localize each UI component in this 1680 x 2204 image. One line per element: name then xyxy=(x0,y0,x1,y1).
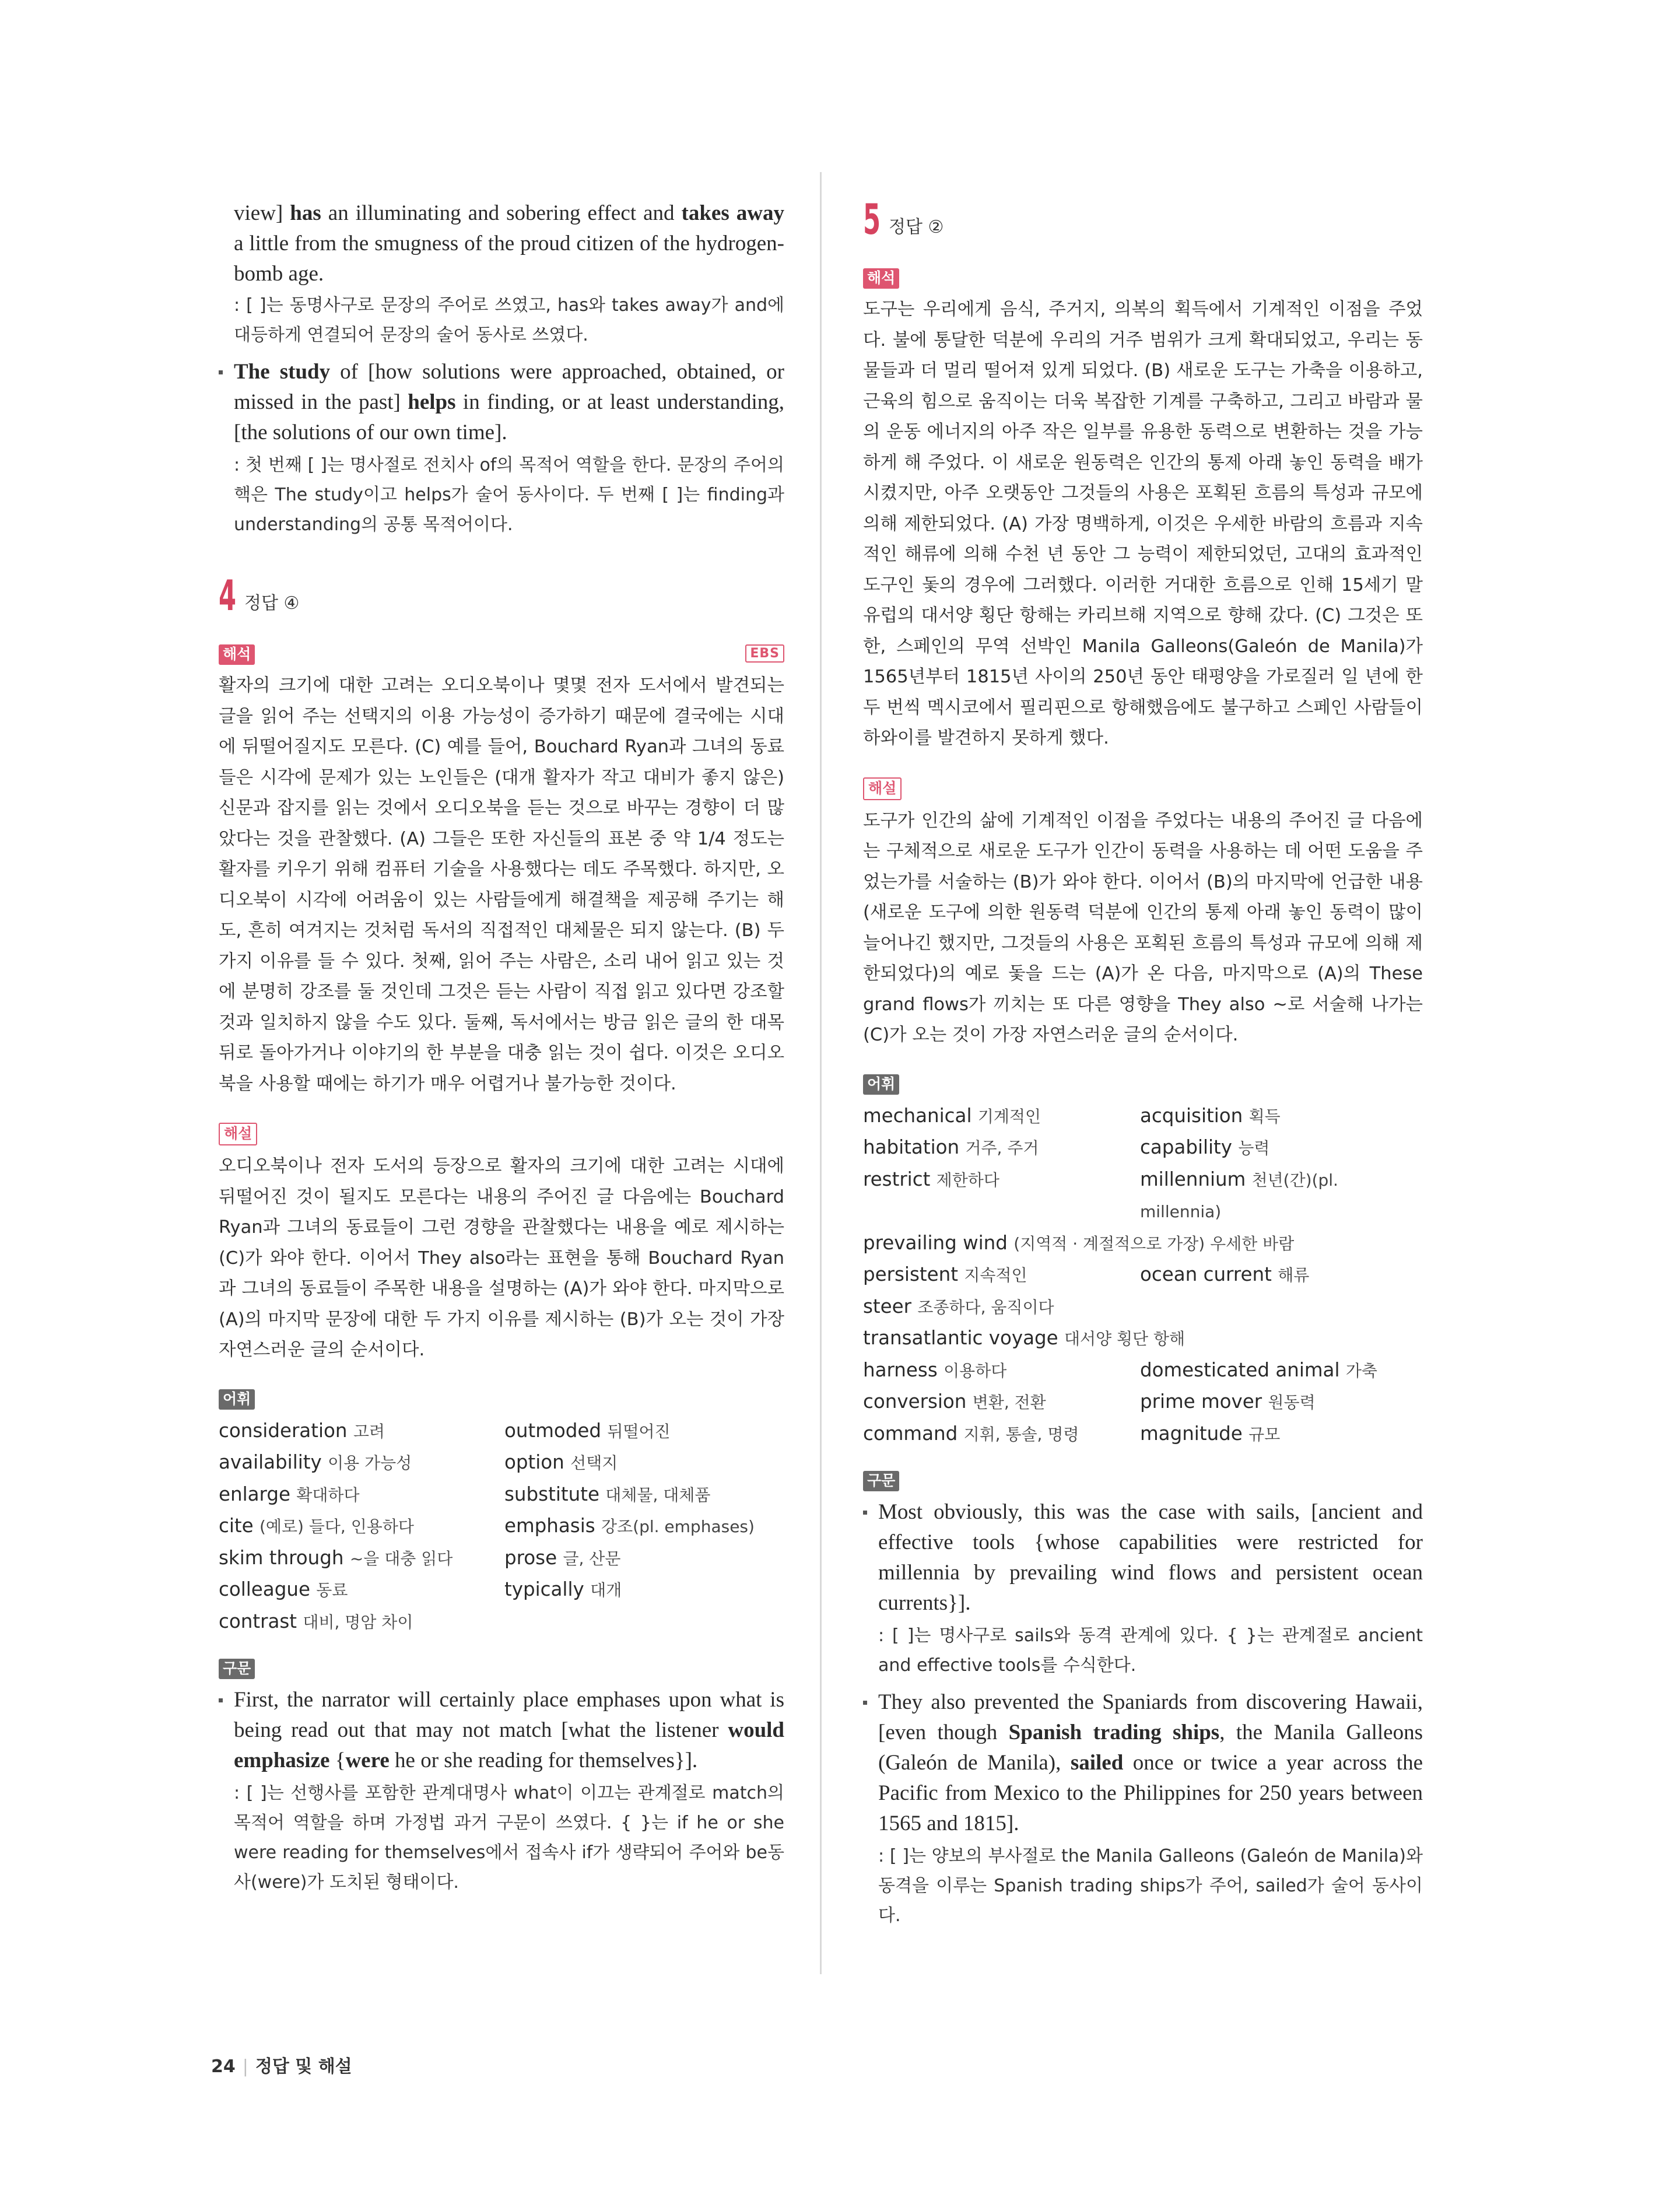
syntax-sentence: They also prevented the Spaniards from discovering Hawaii, [even though Spanish trading ships, the Manila Galleons (Galeón de Manila), sailed once or twice a year across the Pacific from Mexico to the Philippines for 250 years between 1565 and 1815]. xyxy=(863,1687,1423,1839)
syntax-section xyxy=(863,1471,1423,1930)
vocab-item: capability 능력 xyxy=(1140,1136,1270,1158)
question-number: 4 xyxy=(219,571,237,620)
explanation-text: 오디오북이나 전자 도서의 등장으로 활자의 크기에 대한 고려는 시대에 뒤떨어진 것이 될지도 모른다는 내용의 주어진 글 다음에는 Bouchard Ryan과 그녀의 동료들이 그런 경향을 관찰했다는 내용을 예로 제시하는 (C)가 와야 한다. 이어서 They also라는 표현을 통해 Bouchard Ryan과 그녀의 동료들이 주목한 내용을 설명하는 (A)가 와야 한다. 마지막으로 (A)의 마지막 문장에 대한 두 가지 이유를 제시하는 (B)가 오는 것이 가장 자연스러운 글의 순서이다. xyxy=(219,1156,784,1360)
translation-section xyxy=(219,644,784,1099)
syntax-note: : 첫 번째 [ ]는 명사절로 전치사 of의 목적어 역할을 한다. 문장의 주어의 핵은 The study이고 helps가 술어 동사이다. 두 번째 [ ]는 finding과 understanding의 공통 목적어이다. xyxy=(234,455,784,535)
footer-label: 정답 및 해설 xyxy=(255,2056,352,2077)
vocab-item: availability 이용 가능성 xyxy=(219,1451,412,1473)
vocab-item: persistent 지속적인 xyxy=(863,1263,1027,1285)
vocab-item: cite (예로) 들다, 인용하다 xyxy=(219,1515,414,1537)
footer-separator: | xyxy=(242,2056,248,2077)
vocab-item: skim through ~을 대충 읽다 xyxy=(219,1546,453,1569)
explanation-tag: 해설 xyxy=(863,777,902,800)
vocab-item: prose 글, 산문 xyxy=(504,1546,621,1569)
syntax-sentence: First, the narrator will certainly place emphases upon what is being read out that may not match [what the listener would emphasize {were he or she reading for themselves}]. xyxy=(219,1685,784,1776)
question-number: 5 xyxy=(863,195,881,244)
syntax-sentence: Most obviously, this was the case with sails, [ancient and effective tools {whose capabilities were restricted for millennia by prevailing wind flows and persistent ocean currents}]. xyxy=(863,1497,1423,1618)
translation-text: 활자의 크기에 대한 고려는 오디오북이나 몇몇 전자 도서에서 발견되는 글을 읽어 주는 선택지의 이용 가능성이 증가하기 때문에 결국에는 시대에 뒤떨어질지도 모른다. (C) 예를 들어, Bouchard Ryan과 그녀의 동료들은 시각에 문제가 있는 노인들은 (대개 활자가 작고 대비가 좋지 않은) 신문과 잡지를 읽는 것에서 오디오북을 듣는 것으로 바꾸는 경향이 더 많았다는 것을 관찰했다. (A) 그들은 또한 자신들의 표본 중 약 1/4 정도는 활자를 키우기 위해 컴퓨터 기술을 사용했다는 데도 주목했다. 하지만, 오디오북이 시각에 어려움이 있는 사람들에게 해결책을 제공해 주기는 해도, 흔히 여겨지는 것처럼 독서의 직접적인 대체물은 되지 않는다. (B) 두 가지 이유를 들 수 있다. 첫째, 읽어 주는 사람은, 소리 내어 읽고 있는 것에 분명히 강조를 둘 것인데 그것은 듣는 사람이 직접 읽고 있다면 강조할 것과 일치하지 않을 수도 있다. 둘째, 독서에서는 방금 읽은 글의 한 대목 뒤로 돌아가거나 이야기의 한 부분을 대충 읽는 것이 쉽다. 이것은 오디오북을 사용할 때에는 하기가 매우 어렵거나 불가능한 것이다. xyxy=(219,675,784,1094)
column-divider xyxy=(820,172,822,1974)
vocab-tag: 어휘 xyxy=(863,1074,899,1095)
vocab-tag: 어휘 xyxy=(219,1389,255,1410)
vocab-item: enlarge 확대하다 xyxy=(219,1483,360,1505)
translation-tag: 해석 xyxy=(219,644,255,665)
vocab-item: substitute 대체물, 대체품 xyxy=(504,1483,711,1505)
syntax-tag: 구문 xyxy=(863,1471,899,1491)
syntax-section xyxy=(219,1659,784,1897)
translation-tag: 해석 xyxy=(863,268,899,289)
vocab-section xyxy=(219,1389,784,1638)
vocab-item: ocean current 해류 xyxy=(1140,1263,1310,1285)
left-column xyxy=(219,198,784,1904)
vocab-item: conversion 변환, 전환 xyxy=(863,1390,1046,1413)
vocab-item: steer 조종하다, 움직이다 xyxy=(863,1295,1054,1318)
vocab-item: magnitude 규모 xyxy=(1140,1422,1281,1445)
syntax-note: : [ ]는 명사구로 sails와 동격 관계에 있다. { }는 관계절로 ancient and effective tools를 수식한다. xyxy=(878,1625,1423,1676)
syntax-note: : [ ]는 동명사구로 문장의 주어로 쓰였고, has와 takes away가 and에 대등하게 연결되어 문장의 술어 동사로 쓰였다. xyxy=(234,295,784,345)
syntax-note: : [ ]는 양보의 부사절로 the Manila Galleons (Galeón de Manila)와 동격을 이루는 Spanish trading ships가 주어, sailed가 술어 동사이다. xyxy=(878,1846,1423,1926)
vocab-item: emphasis 강조(pl. emphases) xyxy=(504,1515,755,1537)
vocab-item: habitation 거주, 주거 xyxy=(863,1136,1039,1158)
page-number: 24 xyxy=(211,2056,236,2077)
explanation-section xyxy=(863,777,1423,1051)
vocab-item: mechanical 기계적인 xyxy=(863,1104,1041,1127)
answer-label: 정답 ② xyxy=(889,217,944,237)
translation-text: 도구는 우리에게 음식, 주거지, 의복의 획득에서 기계적인 이점을 주었다. 불에 통달한 덕분에 우리의 거주 범위가 크게 확대되었고, 우리는 동물들과 더 멀리 떨어져 있게 되었다. (B) 새로운 도구는 가축을 이용하고, 근육의 힘으로 움직이는 더욱 복잡한 기계를 구축하고, 그리고 바람과 물의 운동 에너지의 아주 작은 일부를 유용한 동력으로 변환하는 것을 가능하게 해 주었다. 이 새로운 원동력은 인간의 통제 아래 놓인 동력을 배가시켰지만, 아주 오랫동안 그것들의 사용은 포획된 흐름의 특성과 규모에 의해 제한되었다. (A) 가장 명백하게, 이것은 우세한 바람의 흐름과 지속적인 해류에 의해 수천 년 동안 그 능력이 제한되었던, 고대의 효과적인 도구인 돛의 경우에 그러했다. 이러한 거대한 흐름으로 인해 15세기 말 유럽의 대서양 횡단 항해는 카리브해 지역으로 향해 갔다. (C) 그것은 또한, 스페인의 무역 선박인 Manila Galleons(Galeón de Manila)가 1565년부터 1815년 사이의 250년 동안 태평양을 가로질러 일 년에 한두 번씩 멕시코에서 필리핀으로 항해했음에도 불구하고 스페인 사람들이 하와이를 발견하지 못하게 했다. xyxy=(863,299,1423,748)
vocab-item: consideration 고려 xyxy=(219,1419,385,1442)
explanation-tag: 해설 xyxy=(219,1123,257,1145)
continued-syntax xyxy=(219,198,784,539)
vocab-item: domesticated animal 가축 xyxy=(1140,1358,1377,1381)
vocab-list xyxy=(863,1101,1423,1450)
syntax-note: : [ ]는 선행사를 포함한 관계대명사 what이 이끄는 관계절로 match의 목적어 역할을 하며 가정법 과거 구문이 쓰였다. { }는 if he or she were reading for themselves에서 접속사 if가 생략되어 주어와 be동사(were)가 도치된 형태이다. xyxy=(234,1783,784,1893)
vocab-item: millennium 천년(간)(pl. millennia) xyxy=(1140,1168,1338,1221)
question-5-header xyxy=(863,195,1423,244)
right-column xyxy=(863,195,1423,1937)
page-footer xyxy=(211,2052,352,2077)
explanation-text: 도구가 인간의 삶에 기계적인 이점을 주었다는 내용의 주어진 글 다음에는 구체적으로 새로운 도구가 인간이 동력을 사용하는 데 어떤 도움을 주었는가를 서술하는 (B)가 와야 한다. 이어서 (B)의 마지막에 언급한 내용(새로운 도구에 의한 원동력 덕분에 인간의 통제 아래 놓인 동력이 많이 늘어나긴 했지만, 그것들의 사용은 포획된 흐름의 특성과 규모에 의해 제한되었다)의 예로 돛을 드는 (A)가 온 다음, 마지막으로 (A)의 These grand flows가 끼치는 또 다른 영향을 They also ~로 서술해 나가는 (C)가 오는 것이 가장 자연스러운 글의 순서이다. xyxy=(863,810,1423,1045)
vocab-section xyxy=(863,1074,1423,1450)
vocab-list xyxy=(219,1415,784,1638)
vocab-item: option 선택지 xyxy=(504,1451,618,1473)
vocab-item: command 지휘, 통솔, 명령 xyxy=(863,1422,1079,1445)
vocab-item: transatlantic voyage 대서양 횡단 항해 xyxy=(863,1327,1186,1349)
answer-label: 정답 ④ xyxy=(244,593,300,614)
vocab-item: prevailing wind (지역적 · 계절적으로 가장) 우세한 바람 xyxy=(863,1231,1295,1254)
syntax-tag: 구문 xyxy=(219,1659,255,1679)
vocab-item: harness 이용하다 xyxy=(863,1358,1007,1381)
question-4-header xyxy=(219,571,784,620)
ebs-badge: EBS xyxy=(745,644,784,663)
syntax-sentence-continued: view] has an illuminating and sobering effect and takes away a little from the smugness of the proud citizen of the hydrogen-bomb age. xyxy=(234,201,784,286)
explanation-section xyxy=(219,1123,784,1366)
vocab-item: prime mover 원동력 xyxy=(1140,1390,1316,1413)
vocab-item: contrast 대비, 명암 차이 xyxy=(219,1610,413,1632)
vocab-item: colleague 동료 xyxy=(219,1578,348,1600)
translation-section xyxy=(863,268,1423,754)
vocab-item: typically 대개 xyxy=(504,1578,622,1600)
vocab-item: acquisition 획득 xyxy=(1140,1104,1281,1127)
syntax-sentence: The study of [how solutions were approached, obtained, or missed in the past] helps in finding, or at least understanding, [the solutions of our own time]. xyxy=(219,357,784,448)
vocab-item: outmoded 뒤떨어진 xyxy=(504,1419,671,1442)
vocab-item: restrict 제한하다 xyxy=(863,1168,999,1190)
